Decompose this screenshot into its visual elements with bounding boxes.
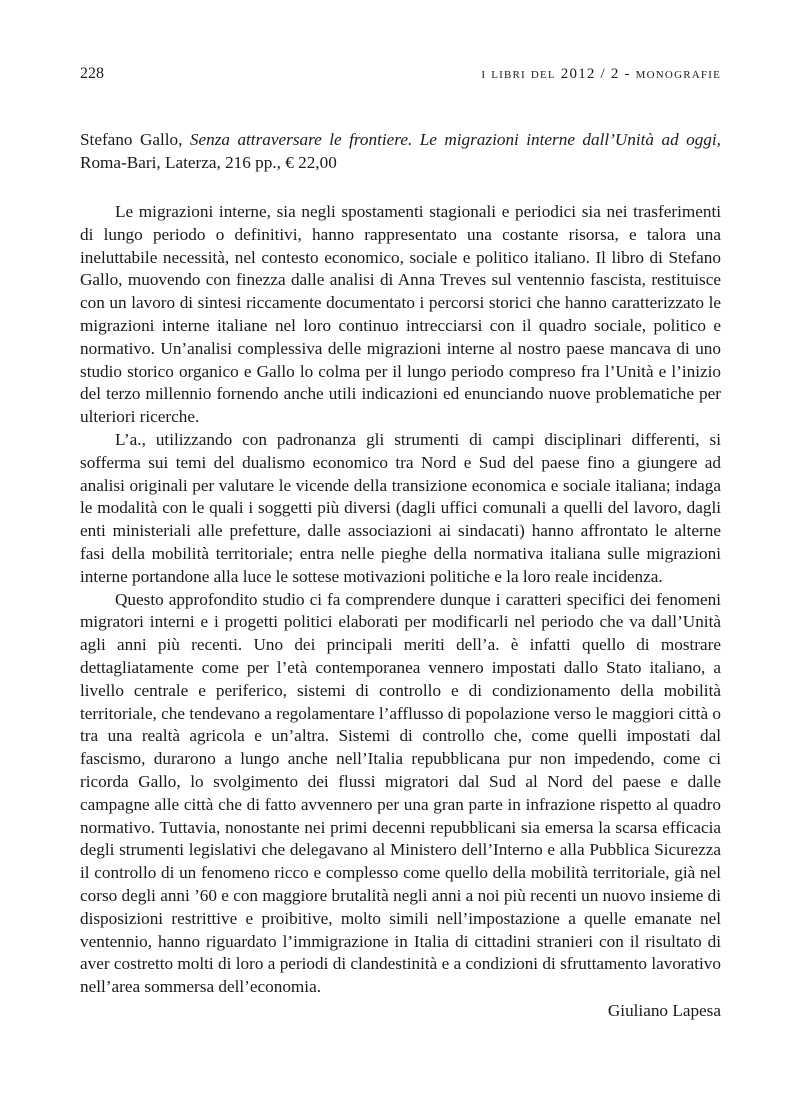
book-author: Stefano Gallo, xyxy=(80,130,183,149)
reviewer-signature: Giuliano Lapesa xyxy=(607,1000,721,1020)
running-header xyxy=(80,64,721,84)
review-page xyxy=(80,64,721,1022)
page-number: 228 xyxy=(80,65,104,82)
review-paragraph-2: L’a., utilizzando con padronanza gli strumenti di campi disciplinari differenti, si sofferma sui temi del dualismo economico tra Nord e Sud del paese fino a giungere ad analisi originali per valutare le vicende della transizione economica e sociale italiana; indaga le modalità con le quali i soggetti più diversi (dagli uffici comunali a quelli del lavoro, dagli enti ministeriali alle prefetture, dalle associazioni ai sindacati) hanno affrontato le alterne fasi della mobilità territoriale; entra nelle pieghe della normativa italiana sulle migrazioni interne portandone alla luce le sottese motivazioni politiche e la loro reale incidenza. xyxy=(80,429,721,586)
review-paragraph-1: Le migrazioni interne, sia negli spostamenti stagionali e periodici sia nei trasferimenti di lungo periodo o definitivi, hanno rappresentato una costante risorsa, e talora una ineluttabile necessità, nel contesto economico, sociale e politico italiano. Il libro di Stefano Gallo, muovendo con finezza dalle analisi di Anna Treves sul ventennio fascista, restituisce con un lavoro di sintesi riccamente documentato i percorsi storici che hanno caratterizzato le migrazioni interne italiane nel loro continuo intrecciarsi con il quadro sociale, politico e normativo. Un’analisi complessiva delle migrazioni interne al nostro paese mancava di uno studio storico organico e Gallo lo colma per il lungo periodo compreso fra l’Unità e l’inizio del terzo millennio fornendo anche utili indicazioni ed enunciando nuove problematiche per ulteriori ricerche. xyxy=(80,202,721,427)
review-paragraph-3: Questo approfondito studio ci fa comprendere dunque i caratteri specifici dei fenomeni migratori interni e i progetti politici elaborati per modificarli nel periodo che va dall’Unità agli anni più recenti. Uno dei principali meriti dell’a. è infatti quello di mostrare dettagliatamente come per l’età contemporanea vennero impostati dallo Stato italiano, a livello centrale e periferico, sistemi di controllo e di condizionamento della mobilità territoriale, che tendevano a regolamentare l’afflusso di popolazione verso le maggiori città o tra una realtà agricola e un’altra. Sistemi di controllo che, come quelli impostati dal fascismo, durarono a lungo anche nell’Italia repubblicana pur non impedendo, come ci ricorda Gallo, lo svolgimento dei flussi migratori dal Sud al Nord del paese e dalle campagne alle città che di fatto avvennero per una gran parte in infrazione rispetto al quadro normativo. Tuttavia, nonostante nei primi decenni repubblicani sia emersa la scarsa efficacia degli strumenti legislativi che delegavano al Ministero dell’Interno e alla Pubblica Sicurezza il controllo di un fenomeno ricco e complesso come quello della mobilità territoriale, già nel corso degli anni ’60 e con maggiore brutalità negli anni a noi più recenti un nuovo insieme di disposizioni restrittive e proibitive, molto simili nell’impostazione a quelle emanate nel ventennio, hanno riguardato l’immigrazione in Italia di cittadini stranieri con il risultato di aver costretto molti di loro a periodi di clandestinità e a condizioni di sfruttamento lavorativo nell’area sommersa dell’economia. xyxy=(80,589,722,997)
book-publication: Roma-Bari, Laterza, 216 pp., € 22,00 xyxy=(80,153,337,172)
review-body xyxy=(80,201,721,999)
book-title: Senza attraversare le frontiere. Le migrazioni interne dall’Unità ad oggi, xyxy=(189,130,721,149)
journal-title: i libri del 2012 / 2 - monografie xyxy=(481,66,721,82)
book-citation xyxy=(80,128,721,174)
